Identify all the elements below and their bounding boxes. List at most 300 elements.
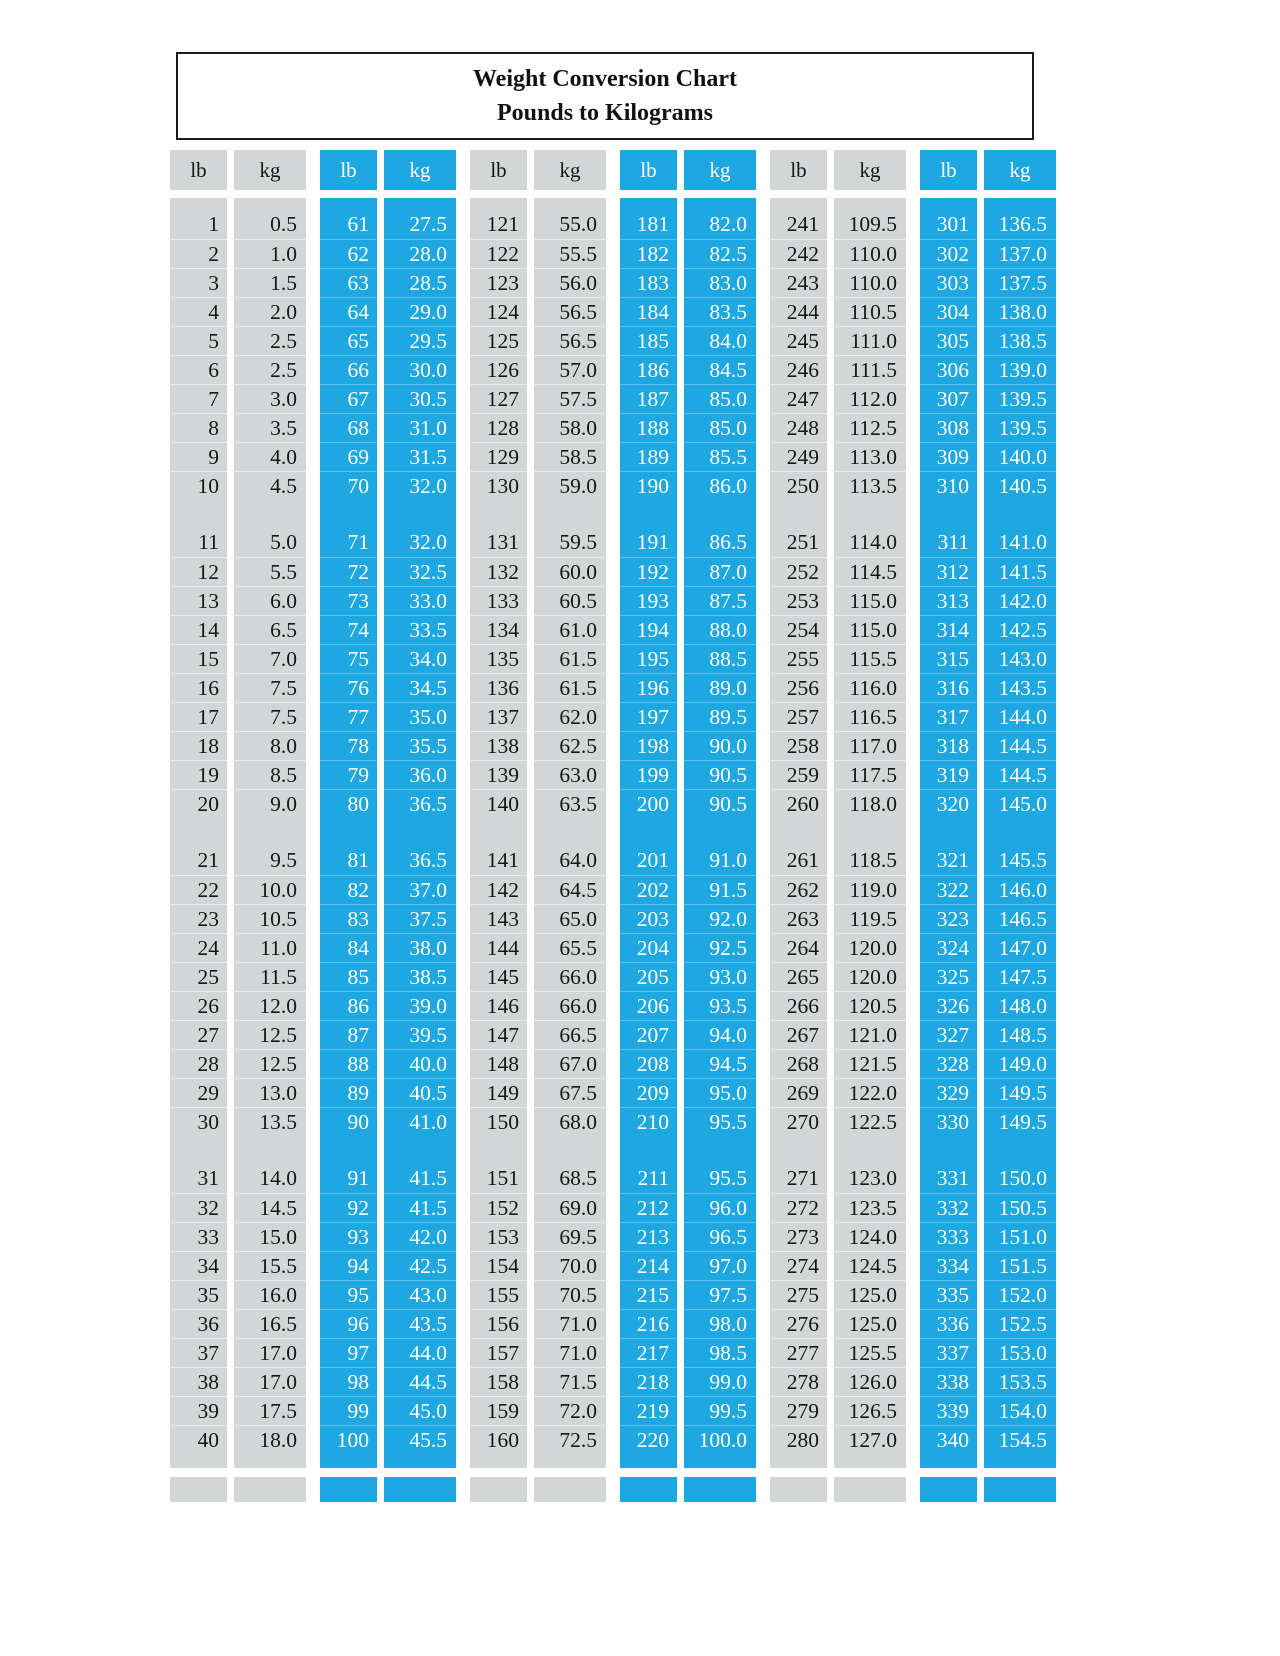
kg-value-cell: 35.0 <box>384 702 456 731</box>
lb-value-cell: 93 <box>320 1222 377 1251</box>
kg-value-cell: 11.0 <box>234 933 306 962</box>
chart-title: Weight Conversion Chart <box>473 66 737 92</box>
lb-value-cell: 334 <box>920 1251 977 1280</box>
column-stubs <box>470 1477 606 1502</box>
kg-value-cell: 96.0 <box>684 1193 756 1222</box>
lb-value-cell: 62 <box>320 239 377 268</box>
kg-value-cell: 113.5 <box>834 471 906 500</box>
kg-row-block <box>234 210 306 500</box>
kg-row-block <box>384 1164 456 1454</box>
lb-value-cell: 11 <box>198 530 219 554</box>
kg-value-cell: 84.0 <box>684 326 756 355</box>
lb-value-cell: 16 <box>170 673 227 702</box>
kg-value-cell: 64.5 <box>534 875 606 904</box>
lb-value-cell: 330 <box>920 1107 977 1136</box>
lb-value-cell: 85 <box>320 962 377 991</box>
lb-value-cell: 26 <box>170 991 227 1020</box>
lb-value-cell: 157 <box>470 1338 527 1367</box>
lb-value-cell: 33 <box>170 1222 227 1251</box>
lb-value-cell: 303 <box>920 268 977 297</box>
lb-value-cell: 243 <box>770 268 827 297</box>
kg-value-cell: 39.5 <box>384 1020 456 1049</box>
kg-value-cell: 94.5 <box>684 1049 756 1078</box>
kg-value-cell: 58.0 <box>534 413 606 442</box>
kg-value-cell: 16.0 <box>234 1280 306 1309</box>
column-strips <box>320 198 456 1468</box>
lb-value-cell: 64 <box>320 297 377 326</box>
lb-value-cell: 82 <box>320 875 377 904</box>
kg-value-cell: 35.5 <box>384 731 456 760</box>
lb-value-cell: 192 <box>620 557 677 586</box>
kg-value-cell: 120.0 <box>834 962 906 991</box>
kg-value-cell: 95.5 <box>709 1166 747 1190</box>
kg-value-cell: 85.0 <box>684 384 756 413</box>
lb-value-cell: 337 <box>920 1338 977 1367</box>
lb-value-cell: 94 <box>320 1251 377 1280</box>
lb-value-cell: 84 <box>320 933 377 962</box>
lb-row-block <box>320 210 377 500</box>
lb-value-cell: 152 <box>470 1193 527 1222</box>
kg-value-cell: 63.0 <box>534 760 606 789</box>
kg-value-cell: 40.0 <box>384 1049 456 1078</box>
kg-value-cell: 126.0 <box>834 1367 906 1396</box>
lb-value-cell: 133 <box>470 586 527 615</box>
lb-value-cell: 138 <box>470 731 527 760</box>
lb-row-block <box>170 528 227 818</box>
kg-value-cell: 153.5 <box>984 1367 1056 1396</box>
lb-value-cell: 308 <box>920 413 977 442</box>
lb-value-cell: 302 <box>920 239 977 268</box>
lb-value-cell: 14 <box>170 615 227 644</box>
kg-value-cell: 2.5 <box>234 326 306 355</box>
lb-value-cell: 12 <box>170 557 227 586</box>
lb-value-cell: 78 <box>320 731 377 760</box>
kg-value-cell: 138.5 <box>984 326 1056 355</box>
lb-value-cell: 135 <box>470 644 527 673</box>
lb-column-stub <box>170 1477 227 1502</box>
lb-value-cell: 144 <box>470 933 527 962</box>
lb-row-block <box>170 846 227 1136</box>
kg-value-cell: 12.5 <box>234 1049 306 1078</box>
lb-value-cell: 322 <box>920 875 977 904</box>
kg-value-cell: 110.0 <box>834 239 906 268</box>
kg-value-cell: 116.0 <box>834 673 906 702</box>
lb-value-cell: 275 <box>770 1280 827 1309</box>
kg-value-cell: 100.0 <box>684 1425 756 1454</box>
kg-value-cell: 1.0 <box>234 239 306 268</box>
lb-value-cell: 182 <box>620 239 677 268</box>
column-strips <box>470 198 606 1468</box>
lb-value-cell: 37 <box>170 1338 227 1367</box>
kg-value-cell: 139.0 <box>984 355 1056 384</box>
kg-value-cell: 152.5 <box>984 1309 1056 1338</box>
lb-value-cell: 141 <box>486 848 519 872</box>
kg-value-cell: 89.0 <box>684 673 756 702</box>
kg-value-cell: 66.0 <box>534 962 606 991</box>
kg-row-block <box>234 528 306 818</box>
lb-row-block <box>620 528 677 818</box>
column-header-row <box>320 150 456 190</box>
lb-value-cell: 263 <box>770 904 827 933</box>
kg-row-block <box>234 1164 306 1454</box>
kg-value-cell: 149.0 <box>984 1049 1056 1078</box>
lb-value-cell: 27 <box>170 1020 227 1049</box>
lb-value-cell: 77 <box>320 702 377 731</box>
lb-value-cell: 98 <box>320 1367 377 1396</box>
kg-value-cell: 8.0 <box>234 731 306 760</box>
kg-value-cell: 10.5 <box>234 904 306 933</box>
lb-value-cell: 28 <box>170 1049 227 1078</box>
lb-value-cell: 310 <box>920 471 977 500</box>
kg-value-cell: 5.5 <box>234 557 306 586</box>
kg-value-cell: 33.0 <box>384 586 456 615</box>
kg-value-cell: 119.5 <box>834 904 906 933</box>
kg-value-cell: 67.0 <box>534 1049 606 1078</box>
kg-row-block <box>834 846 906 1136</box>
lb-value-cell: 196 <box>620 673 677 702</box>
lb-value-cell: 149 <box>470 1078 527 1107</box>
lb-value-cell: 40 <box>170 1425 227 1454</box>
column-header-row <box>170 150 306 190</box>
lb-value-cell: 76 <box>320 673 377 702</box>
kg-value-cell: 45.5 <box>384 1425 456 1454</box>
lb-value-cell: 279 <box>770 1396 827 1425</box>
kg-value-cell: 82.0 <box>709 212 747 236</box>
kg-value-cell: 152.0 <box>984 1280 1056 1309</box>
kg-value-cell: 30.5 <box>384 384 456 413</box>
kg-row-block <box>534 846 606 1136</box>
column-stubs <box>770 1477 906 1502</box>
lb-value-cell: 189 <box>620 442 677 471</box>
lb-value-cell: 125 <box>470 326 527 355</box>
kg-value-cell: 69.0 <box>534 1193 606 1222</box>
lb-value-cell: 262 <box>770 875 827 904</box>
kg-value-cell: 68.5 <box>559 1166 597 1190</box>
kg-value-cell: 17.0 <box>234 1338 306 1367</box>
lb-value-cell: 191 <box>636 530 669 554</box>
kg-value-cell: 15.0 <box>234 1222 306 1251</box>
lb-value-cell: 83 <box>320 904 377 933</box>
column-strips <box>170 198 306 1468</box>
chart-subtitle: Pounds to Kilograms <box>496 100 714 126</box>
kg-row-block <box>984 1164 1056 1454</box>
lb-value-cell: 21 <box>197 848 219 872</box>
kg-value-cell: 138.0 <box>984 297 1056 326</box>
lb-value-cell: 136 <box>470 673 527 702</box>
lb-value-cell: 309 <box>920 442 977 471</box>
column-header-row <box>470 150 606 190</box>
kg-column-stub <box>384 1477 456 1502</box>
lb-value-cell: 332 <box>920 1193 977 1222</box>
kg-value-cell: 95.0 <box>684 1078 756 1107</box>
lb-value-cell: 126 <box>470 355 527 384</box>
lb-value-cell: 317 <box>920 702 977 731</box>
lb-value-cell: 23 <box>170 904 227 933</box>
lb-value-cell: 18 <box>170 731 227 760</box>
kg-value-cell: 56.5 <box>534 326 606 355</box>
kg-value-cell: 144.0 <box>984 702 1056 731</box>
lb-value-cell: 213 <box>620 1222 677 1251</box>
kg-value-cell: 66.5 <box>534 1020 606 1049</box>
kg-value-cell: 118.0 <box>834 789 906 818</box>
lb-value-cell: 217 <box>620 1338 677 1367</box>
lb-value-cell: 198 <box>620 731 677 760</box>
lb-value-cell: 97 <box>320 1338 377 1367</box>
lb-value-cell: 6 <box>170 355 227 384</box>
kg-value-cell: 147.5 <box>984 962 1056 991</box>
lb-value-cell: 307 <box>920 384 977 413</box>
kg-value-cell: 115.0 <box>834 615 906 644</box>
lb-value-cell: 244 <box>770 297 827 326</box>
lb-value-cell: 248 <box>770 413 827 442</box>
kg-row-block <box>984 846 1056 1136</box>
kg-value-cell: 61.5 <box>534 673 606 702</box>
lb-value-cell: 273 <box>770 1222 827 1251</box>
lb-value-cell: 39 <box>170 1396 227 1425</box>
column-strips <box>770 198 906 1468</box>
kg-value-cell: 111.0 <box>834 326 906 355</box>
lb-value-cell: 212 <box>620 1193 677 1222</box>
lb-value-cell: 278 <box>770 1367 827 1396</box>
lb-value-cell: 328 <box>920 1049 977 1078</box>
lb-value-cell: 312 <box>920 557 977 586</box>
kg-value-cell: 141.0 <box>998 530 1047 554</box>
kg-value-cell: 38.0 <box>384 933 456 962</box>
kg-row-block <box>684 210 756 500</box>
lb-value-cell: 186 <box>620 355 677 384</box>
lb-row-block <box>170 210 227 500</box>
kg-value-cell: 110.5 <box>834 297 906 326</box>
lb-value-cell: 256 <box>770 673 827 702</box>
kg-value-cell: 56.0 <box>534 268 606 297</box>
lb-value-cell: 65 <box>320 326 377 355</box>
kg-value-cell: 71.0 <box>534 1309 606 1338</box>
lb-value-cell: 325 <box>920 962 977 991</box>
kg-row-block <box>834 210 906 500</box>
lb-value-cell: 249 <box>770 442 827 471</box>
lb-column-stub <box>320 1477 377 1502</box>
lb-value-cell: 22 <box>170 875 227 904</box>
lb-value-cell: 131 <box>486 530 519 554</box>
lb-value-cell: 91 <box>347 1166 369 1190</box>
kg-row-block <box>684 528 756 818</box>
kg-value-cell: 70.0 <box>534 1251 606 1280</box>
lb-value-cell: 242 <box>770 239 827 268</box>
kg-value-cell: 90.5 <box>684 789 756 818</box>
kg-value-cell: 115.5 <box>834 644 906 673</box>
kg-value-cell: 114.0 <box>849 530 897 554</box>
kg-value-cell: 59.0 <box>534 471 606 500</box>
kg-value-cell: 3.5 <box>234 413 306 442</box>
lb-row-block <box>470 528 527 818</box>
kg-value-cell: 9.0 <box>234 789 306 818</box>
lb-column-header: lb <box>620 150 677 190</box>
lb-value-cell: 67 <box>320 384 377 413</box>
kg-value-cell: 97.5 <box>684 1280 756 1309</box>
lb-row-block <box>320 846 377 1136</box>
kg-value-cell: 31.0 <box>384 413 456 442</box>
lb-value-cell: 66 <box>320 355 377 384</box>
kg-value-cell: 83.5 <box>684 297 756 326</box>
kg-value-cell: 145.5 <box>998 848 1047 872</box>
kg-row-block <box>684 846 756 1136</box>
kg-value-cell: 43.5 <box>384 1309 456 1338</box>
lb-column-strip <box>620 198 677 1468</box>
kg-value-cell: 63.5 <box>534 789 606 818</box>
kg-value-cell: 93.0 <box>684 962 756 991</box>
lb-value-cell: 305 <box>920 326 977 355</box>
kg-column-stub <box>834 1477 906 1502</box>
kg-value-cell: 146.0 <box>984 875 1056 904</box>
kg-value-cell: 70.5 <box>534 1280 606 1309</box>
lb-value-cell: 255 <box>770 644 827 673</box>
kg-value-cell: 93.5 <box>684 991 756 1020</box>
lb-value-cell: 340 <box>920 1425 977 1454</box>
kg-value-cell: 89.5 <box>684 702 756 731</box>
lb-column-stub <box>770 1477 827 1502</box>
kg-value-cell: 14.5 <box>234 1193 306 1222</box>
lb-value-cell: 183 <box>620 268 677 297</box>
kg-value-cell: 44.5 <box>384 1367 456 1396</box>
lb-value-cell: 276 <box>770 1309 827 1338</box>
lb-column-header: lb <box>470 150 527 190</box>
kg-value-cell: 65.0 <box>534 904 606 933</box>
kg-value-cell: 31.5 <box>384 442 456 471</box>
kg-row-block <box>984 528 1056 818</box>
kg-value-cell: 30.0 <box>384 355 456 384</box>
lb-value-cell: 187 <box>620 384 677 413</box>
lb-row-block <box>620 1164 677 1454</box>
kg-value-cell: 123.0 <box>848 1166 897 1190</box>
column-group-5 <box>770 150 906 1502</box>
kg-value-cell: 139.5 <box>984 413 1056 442</box>
lb-row-block <box>770 846 827 1136</box>
lb-column-strip <box>470 198 527 1468</box>
kg-value-cell: 117.5 <box>834 760 906 789</box>
kg-column-header: kg <box>834 150 906 190</box>
kg-value-cell: 18.0 <box>234 1425 306 1454</box>
lb-value-cell: 2 <box>170 239 227 268</box>
lb-row-block <box>320 1164 377 1454</box>
lb-value-cell: 339 <box>920 1396 977 1425</box>
kg-value-cell: 85.5 <box>684 442 756 471</box>
lb-value-cell: 1 <box>208 212 219 236</box>
lb-value-cell: 143 <box>470 904 527 933</box>
kg-value-cell: 145.0 <box>984 789 1056 818</box>
kg-row-block <box>834 528 906 818</box>
lb-value-cell: 19 <box>170 760 227 789</box>
lb-value-cell: 188 <box>620 413 677 442</box>
kg-column-strip <box>234 198 306 1468</box>
kg-value-cell: 57.5 <box>534 384 606 413</box>
lb-value-cell: 88 <box>320 1049 377 1078</box>
kg-value-cell: 95.5 <box>684 1107 756 1136</box>
lb-value-cell: 10 <box>170 471 227 500</box>
kg-value-cell: 118.5 <box>849 848 897 872</box>
lb-value-cell: 241 <box>786 212 819 236</box>
lb-value-cell: 304 <box>920 297 977 326</box>
kg-value-cell: 29.0 <box>384 297 456 326</box>
kg-value-cell: 126.5 <box>834 1396 906 1425</box>
kg-value-cell: 92.0 <box>684 904 756 933</box>
kg-value-cell: 140.0 <box>984 442 1056 471</box>
kg-column-header: kg <box>984 150 1056 190</box>
kg-value-cell: 28.5 <box>384 268 456 297</box>
kg-value-cell: 114.5 <box>834 557 906 586</box>
kg-value-cell: 12.0 <box>234 991 306 1020</box>
kg-value-cell: 140.5 <box>984 471 1056 500</box>
kg-value-cell: 94.0 <box>684 1020 756 1049</box>
kg-row-block <box>834 1164 906 1454</box>
lb-value-cell: 128 <box>470 413 527 442</box>
lb-value-cell: 270 <box>770 1107 827 1136</box>
lb-value-cell: 314 <box>920 615 977 644</box>
kg-value-cell: 32.0 <box>409 530 447 554</box>
kg-value-cell: 10.0 <box>234 875 306 904</box>
column-header-row <box>620 150 756 190</box>
column-stubs <box>920 1477 1056 1502</box>
lb-value-cell: 81 <box>347 848 369 872</box>
kg-value-cell: 7.5 <box>234 673 306 702</box>
kg-value-cell: 29.5 <box>384 326 456 355</box>
column-group-2 <box>320 150 456 1502</box>
kg-column-strip <box>834 198 906 1468</box>
lb-value-cell: 327 <box>920 1020 977 1049</box>
kg-value-cell: 15.5 <box>234 1251 306 1280</box>
kg-value-cell: 17.5 <box>234 1396 306 1425</box>
lb-value-cell: 151 <box>486 1166 519 1190</box>
kg-column-stub <box>984 1477 1056 1502</box>
lb-value-cell: 329 <box>920 1078 977 1107</box>
lb-value-cell: 280 <box>770 1425 827 1454</box>
lb-value-cell: 146 <box>470 991 527 1020</box>
kg-value-cell: 82.5 <box>684 239 756 268</box>
kg-value-cell: 153.0 <box>984 1338 1056 1367</box>
kg-value-cell: 62.0 <box>534 702 606 731</box>
kg-value-cell: 146.5 <box>984 904 1056 933</box>
lb-value-cell: 264 <box>770 933 827 962</box>
kg-value-cell: 71.0 <box>534 1338 606 1367</box>
lb-value-cell: 193 <box>620 586 677 615</box>
lb-value-cell: 20 <box>170 789 227 818</box>
lb-value-cell: 32 <box>170 1193 227 1222</box>
column-group-4 <box>620 150 756 1502</box>
lb-column-header: lb <box>770 150 827 190</box>
lb-row-block <box>620 210 677 500</box>
kg-value-cell: 11.5 <box>234 962 306 991</box>
column-header-row <box>770 150 906 190</box>
lb-value-cell: 203 <box>620 904 677 933</box>
kg-value-cell: 148.0 <box>984 991 1056 1020</box>
kg-row-block <box>384 210 456 500</box>
lb-value-cell: 245 <box>770 326 827 355</box>
lb-column-header: lb <box>170 150 227 190</box>
kg-value-cell: 99.5 <box>684 1396 756 1425</box>
lb-value-cell: 36 <box>170 1309 227 1338</box>
kg-value-cell: 90.5 <box>684 760 756 789</box>
lb-value-cell: 5 <box>170 326 227 355</box>
lb-value-cell: 335 <box>920 1280 977 1309</box>
kg-value-cell: 33.5 <box>384 615 456 644</box>
lb-value-cell: 326 <box>920 991 977 1020</box>
lb-row-block <box>770 210 827 500</box>
kg-value-cell: 41.5 <box>384 1193 456 1222</box>
lb-value-cell: 127 <box>470 384 527 413</box>
lb-value-cell: 220 <box>620 1425 677 1454</box>
kg-value-cell: 97.0 <box>684 1251 756 1280</box>
lb-value-cell: 80 <box>320 789 377 818</box>
kg-column-strip <box>384 198 456 1468</box>
